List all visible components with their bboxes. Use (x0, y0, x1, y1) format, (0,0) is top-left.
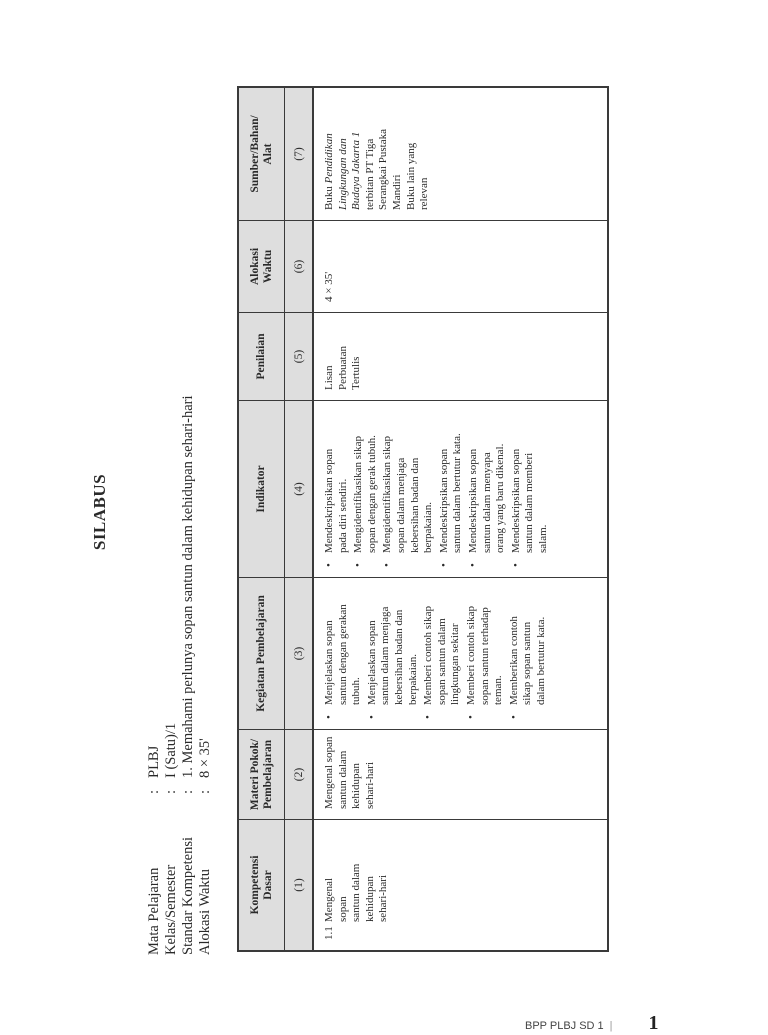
cell-sumber (314, 88, 607, 220)
column-indikator (239, 400, 607, 577)
text-line: Mengenal (323, 878, 335, 922)
kegiatan-list (323, 584, 549, 719)
column-number: (1) (285, 820, 314, 950)
text-line: kehidupan (350, 763, 363, 809)
column-sumber-bahan-alat (239, 88, 607, 220)
column-number: (4) (285, 401, 314, 577)
header-line: Materi Pokok/ (248, 738, 261, 811)
list-item (352, 407, 379, 567)
indikator-list (323, 407, 551, 567)
list-item (438, 407, 465, 567)
footer-separator: | (609, 1020, 613, 1032)
text-line: Mengenal sopan (323, 736, 335, 809)
info-value: 1. Memahami perlunya sopan santun dalam kehidupan sehari-hari (180, 395, 196, 778)
header-line: Indikator (255, 465, 267, 513)
book-title-italic: Pendidikan (323, 133, 335, 184)
text-line: • Memberi contoh sikap (422, 606, 435, 705)
cell-kegiatan (314, 578, 607, 729)
text-line: santun dengan gerakan (336, 604, 349, 705)
text-line: • Mengidentifikasikan sikap (381, 435, 394, 553)
text-line: kebersihan badan dan (392, 609, 405, 705)
text-line (323, 94, 337, 210)
text-line: kehidupan (363, 876, 376, 922)
syllabus-info-block (146, 395, 214, 955)
info-colon: : (180, 789, 196, 794)
column-kegiatan-pembelajaran (239, 577, 607, 729)
text-line: santun dalam menjaga (379, 606, 392, 705)
text-line: • Mendeskripsikan sopan (323, 448, 335, 553)
column-kompetensi-dasar (239, 819, 607, 950)
text-line: santun dalam menyapa (480, 452, 493, 553)
book-title-italic: Budaya Jakarta 1 (350, 131, 363, 210)
text-line: terbitan PT Tiga (363, 138, 376, 210)
text-line: sehari-hari (363, 761, 376, 809)
text-line: Perbuatan (336, 346, 349, 390)
header-line: Alat (261, 143, 274, 165)
info-label: Standar Kompetensi (180, 837, 196, 955)
info-value: PLBJ (146, 745, 162, 778)
info-label: Mata Pelajaran (146, 867, 162, 955)
kd-number: 1.1 (323, 926, 335, 940)
header-line: Penilaian (255, 333, 267, 380)
info-value: 8 × 35' (197, 738, 213, 778)
text-line: sopan (336, 896, 349, 922)
text-line: Serangkai Pustaka (377, 129, 390, 210)
text-line: lingkungan sekitar (449, 623, 462, 705)
book-title-italic: Lingkungan dan (336, 138, 349, 210)
text-line: • Memberi contoh sikap (464, 606, 477, 705)
text-line: kebersihan badan dan (408, 457, 421, 553)
text-line: berpakaian. (406, 654, 419, 705)
info-colon: : (197, 789, 213, 794)
column-number: (7) (285, 88, 314, 220)
column-alokasi-waktu (239, 220, 607, 312)
text-line: • Mendeskripsikan sopan (509, 448, 522, 553)
cell-alokasi-waktu (314, 221, 607, 312)
list-item (323, 407, 350, 567)
header-line: Dasar (261, 870, 274, 900)
text-line: santun dalam (336, 750, 349, 809)
text-line: relevan (418, 177, 431, 210)
column-number: (2) (285, 730, 314, 819)
text-line: teman. (492, 675, 505, 705)
column-header (239, 313, 285, 400)
text-line: berpakaian. (422, 502, 435, 553)
text-line: • Mendeskripsikan sopan (466, 448, 479, 553)
text-line: pada diri sendiri. (336, 478, 349, 553)
text-line: sopan dalam menjaga (394, 457, 407, 553)
info-colon: : (146, 789, 162, 794)
text-line: Buku lain yang (404, 142, 417, 210)
text-line: dalam bertutur kata. (534, 616, 547, 705)
info-row-time-allocation (197, 395, 214, 955)
page-number: 1 (648, 1012, 659, 1034)
text-line: • Menjelaskan sopan (323, 620, 335, 705)
syllabus-table (237, 86, 609, 952)
text-line: orang yang baru dikenal. (494, 443, 507, 553)
column-number: (3) (285, 578, 314, 729)
cell-materi-pokok (314, 730, 607, 819)
info-label: Kelas/Semester (163, 864, 179, 955)
list-item (323, 584, 364, 719)
list-item (467, 407, 508, 567)
header-line: Waktu (261, 249, 274, 284)
text-line: santun dalam (350, 863, 363, 922)
column-header (239, 221, 285, 312)
footer-book-label: BPP PLBJ SD 1 (525, 1020, 604, 1032)
column-header (239, 401, 285, 577)
text-line: sikap sopan santun (521, 621, 534, 705)
column-header (239, 820, 285, 950)
list-item (422, 584, 463, 719)
text-line: tubuh. (350, 677, 363, 705)
header-line: Kegiatan Pembelajaran (255, 595, 267, 712)
cell-penilaian (314, 313, 607, 400)
text-line: sehari-hari (377, 874, 390, 922)
text-line: 4 × 35' (323, 271, 335, 302)
column-penilaian (239, 312, 607, 400)
info-label: Alokasi Waktu (197, 869, 213, 955)
text-line: santun dalam memberi (523, 452, 536, 553)
cell-kompetensi-dasar (314, 820, 607, 950)
text-line: Lisan (323, 365, 335, 390)
text-line: • Mendeskripsikan sopan (437, 448, 450, 553)
list-item (366, 584, 420, 719)
column-header (239, 578, 285, 729)
header-line: Alokasi (248, 247, 261, 286)
text-line: Mandiri (390, 174, 403, 210)
document-title: SILABUS (90, 473, 109, 551)
text-line: sopan dengan gerak tubuh. (365, 435, 378, 553)
text-line: Tertulis (350, 356, 363, 390)
column-number: (6) (285, 221, 314, 312)
list-item (381, 407, 435, 567)
info-row-subject (146, 395, 163, 955)
text-line: • Mengidentifikasikan sikap (352, 435, 365, 553)
text-line: • Memberikan contoh (507, 616, 520, 705)
header-line: Sumber/Bahan/ (248, 115, 261, 193)
info-value: I (Satu)/1 (163, 722, 179, 778)
header-line: Kompetensi (248, 855, 261, 915)
info-colon: : (163, 789, 179, 794)
text-line: sopan santun terhadap (478, 607, 491, 705)
column-header (239, 730, 285, 819)
text-line: • Menjelaskan sopan (365, 620, 378, 705)
info-row-class-semester (163, 395, 180, 955)
info-row-competency-standard (180, 395, 197, 955)
cell-indikator (314, 401, 607, 577)
column-materi-pokok (239, 729, 607, 819)
text-segment: Buku (323, 183, 335, 210)
header-line: Pembelajaran (261, 740, 274, 809)
list-item (510, 407, 551, 567)
list-item (465, 584, 506, 719)
text-line: santun dalam bertutur kata. (451, 433, 464, 553)
text-line: salam. (536, 524, 549, 553)
column-header (239, 88, 285, 220)
text-line: sopan santun dalam (435, 618, 448, 705)
list-item (508, 584, 549, 719)
column-number: (5) (285, 313, 314, 400)
